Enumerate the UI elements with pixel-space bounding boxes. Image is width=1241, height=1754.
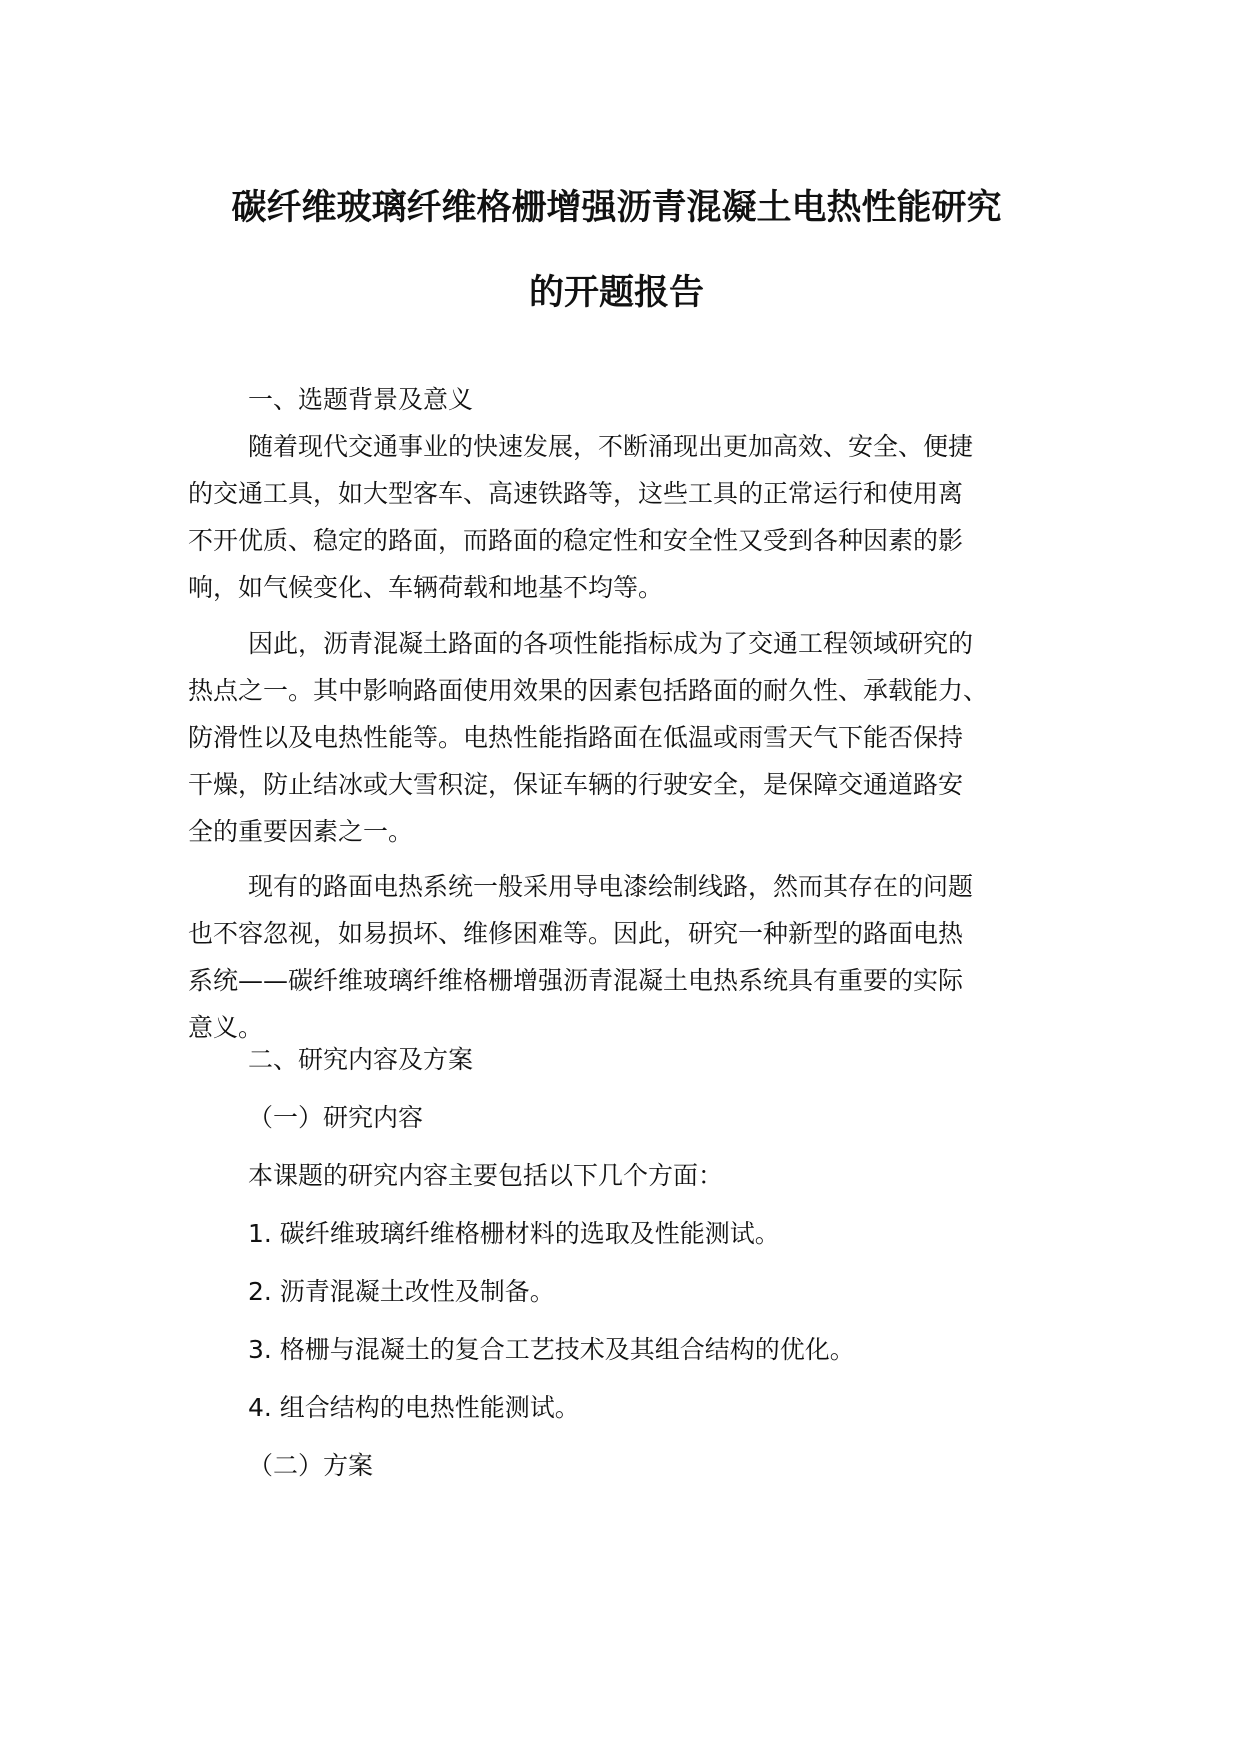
paragraph-line: 意义。: [188, 1013, 264, 1042]
section-heading-background: 一、选题背景及意义: [248, 385, 474, 414]
paragraph-line: 不开优质、稳定的路面，而路面的稳定性和安全性又受到各种因素的影: [188, 526, 964, 555]
paragraph-3: [188, 863, 1068, 1051]
paragraph-line: 全的重要因素之一。: [188, 817, 414, 846]
list-item: 1. 碳纤维玻璃纤维格栅材料的选取及性能测试。: [248, 1219, 780, 1248]
document-title-line-1: 碳纤维玻璃纤维格栅增强沥青混凝土电热性能研究: [231, 188, 1002, 228]
paragraph-line: 响，如气候变化、车辆荷载和地基不均等。: [188, 573, 664, 602]
list-item: 2. 沥青混凝土改性及制备。: [248, 1277, 555, 1306]
paragraph-line: 因此，沥青混凝土路面的各项性能指标成为了交通工程领域研究的: [248, 629, 974, 658]
paragraph-line: 干燥，防止结冰或大雪积淀，保证车辆的行驶安全，是保障交通道路安: [188, 770, 964, 799]
list-item: 4. 组合结构的电热性能测试。: [248, 1393, 580, 1422]
paragraph-1: [188, 423, 1068, 611]
paragraph-line: 的交通工具，如大型客车、高速铁路等，这些工具的正常运行和使用离: [188, 479, 964, 508]
paragraph-2: [188, 620, 1068, 855]
paragraph-line: 现有的路面电热系统一般采用导电漆绘制线路，然而其存在的问题: [248, 872, 974, 901]
subsection-heading-plan: （二）方案: [248, 1451, 374, 1480]
list-item: 3. 格栅与混凝土的复合工艺技术及其组合结构的优化。: [248, 1335, 855, 1364]
paragraph-line: 防滑性以及电热性能等。电热性能指路面在低温或雨雪天气下能否保持: [188, 723, 964, 752]
paragraph-line: 热点之一。其中影响路面使用效果的因素包括路面的耐久性、承载能力、: [188, 676, 989, 705]
paragraph-line: 系统——碳纤维玻璃纤维格栅增强沥青混凝土电热系统具有重要的实际: [188, 966, 964, 995]
paragraph-line: 也不容忽视，如易损坏、维修困难等。因此，研究一种新型的路面电热: [188, 919, 964, 948]
document-title-line-2: 的开题报告: [528, 273, 704, 313]
paragraph-line: 随着现代交通事业的快速发展，不断涌现出更加高效、安全、便捷: [248, 432, 974, 461]
intro-text: 本课题的研究内容主要包括以下几个方面：: [248, 1161, 724, 1190]
section-heading-research: 二、研究内容及方案: [248, 1045, 474, 1074]
subsection-heading-content: （一）研究内容: [248, 1103, 424, 1132]
